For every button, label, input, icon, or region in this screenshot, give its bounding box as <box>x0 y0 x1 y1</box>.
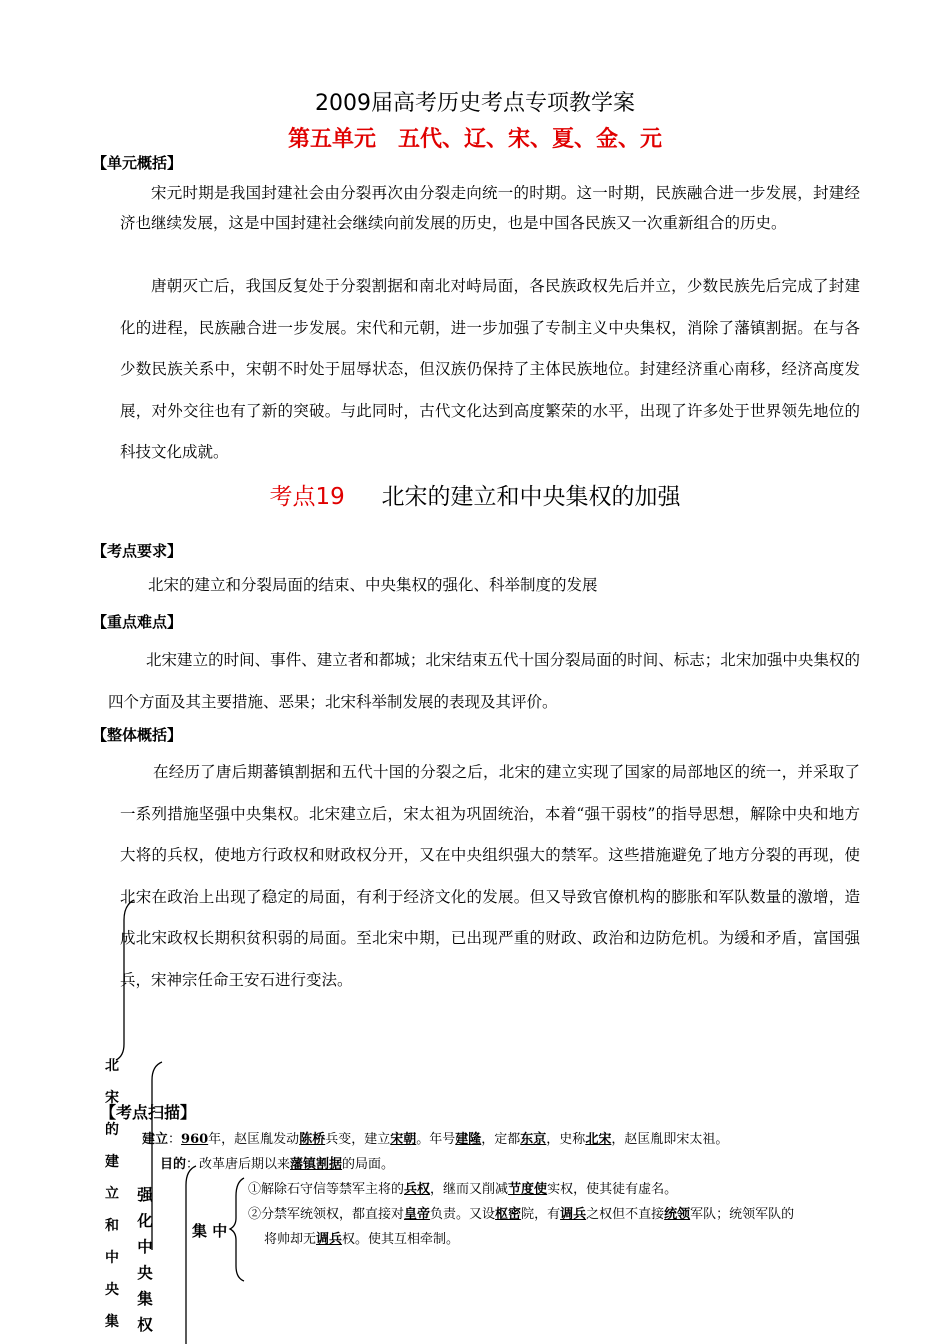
key-term: 宋朝 <box>390 1132 417 1147</box>
vertical-label-strengthen <box>135 1182 155 1338</box>
outline-measure-1 <box>248 1178 677 1197</box>
key-points-text: 北宋建立的时间、事件、建立者和都城；北宋结束五代十国分裂局面的时间、标志；北宋加强中央集权的四个方面及其主要措施、恶果；北宋科举制发展的表现及其评价。 <box>108 651 860 711</box>
outline-purpose <box>160 1153 394 1172</box>
term: 目的 <box>160 1157 187 1172</box>
text: 兵变，建立 <box>325 1132 391 1147</box>
vchar: 宋 <box>105 1090 119 1106</box>
text: 院，有 <box>521 1207 561 1222</box>
vchar: 央 <box>137 1264 153 1282</box>
key-term: 皇帝 <box>404 1207 431 1222</box>
key-term: 建隆 <box>455 1132 482 1147</box>
vchar: 央 <box>105 1282 119 1298</box>
vchar: 的 <box>105 1122 119 1138</box>
vchar: 北 <box>105 1058 119 1074</box>
vchar: 中 <box>105 1250 119 1266</box>
vertical-label-northern-song <box>102 1050 122 1338</box>
requirement-label: 【考点要求】 <box>92 542 183 560</box>
overview-text-1: 宋元时期是我国封建社会由分裂再次由分裂走向统一的时期。这一时期，民族融合进一步发展，封建经济也继续发展，这是中国封建社会继续向前发展的历史，也是中国各民族又一次重新组合的历史。 <box>120 184 860 232</box>
text: ，赵匡胤即宋太祖。 <box>611 1132 729 1147</box>
text: ： <box>168 1132 182 1147</box>
key-term: 调兵 <box>316 1232 343 1247</box>
overview-text-2: 唐朝灭亡后，我国反复处于分裂割据和南北对峙局面，各民族政权先后并立，少数民族先后完成了封建化的进程，民族融合进一步发展。宋代和元朝，进一步加强了专制主义中央集权，消除了藩镇割据。在与各少数民族关系中，宋朝不时处于屈辱状态，但汉族仍保持了主体民族地位。封建经济重心南移，经济高度发展，对外交往也有了新的突破。与此同时，古代文化达到高度繁荣的水平，出现了许多处于世界领先地位的科技文化成就。 <box>120 277 860 461</box>
text: ①解除石守信等禁军主将的 <box>248 1182 405 1197</box>
vchar: 立 <box>105 1186 119 1202</box>
vchar: 强 <box>137 1186 153 1204</box>
key-term: 节度使 <box>508 1182 548 1197</box>
vchar: 集 <box>105 1314 119 1330</box>
key-term: 东京 <box>520 1132 547 1147</box>
key-term: 调兵 <box>560 1207 587 1222</box>
text: 的局面。 <box>342 1157 395 1172</box>
vchar: 建 <box>105 1154 119 1170</box>
requirement-text: 北宋的建立和分裂局面的结束、中央集权的强化、科举制度的发展 <box>148 576 598 594</box>
text: 实权，使其徒有虚名。 <box>547 1182 678 1197</box>
text: 负责。又设 <box>430 1207 496 1222</box>
text: ，定都 <box>481 1132 521 1147</box>
text: 权。使其互相牵制。 <box>342 1232 460 1247</box>
text: ，史称 <box>546 1132 586 1147</box>
outline-measure-2-cont <box>264 1228 459 1247</box>
key-term: 960 <box>181 1132 209 1147</box>
text: 之权但不直接 <box>586 1207 665 1222</box>
text: ，继而又削减 <box>430 1182 509 1197</box>
vchar: 化 <box>137 1212 153 1230</box>
text: 。年号 <box>416 1132 456 1147</box>
key-term: 统领 <box>664 1207 691 1222</box>
overview-label: 【单元概括】 <box>92 154 183 172</box>
term: 建立 <box>142 1132 169 1147</box>
key-points-label: 【重点难点】 <box>92 613 183 631</box>
vchar: 和 <box>105 1218 119 1234</box>
key-term: 陈桥 <box>299 1132 326 1147</box>
key-term: 枢密 <box>495 1207 522 1222</box>
document-title: 2009届高考历史考点专项教学案 <box>315 91 635 116</box>
vchar: 集 <box>137 1290 153 1308</box>
outline-measure-2 <box>248 1203 794 1222</box>
summary-text: 在经历了唐后期蕃镇割据和五代十国的分裂之后，北宋的建立实现了国家的局部地区的统一，并采取了一系列措施坚强中央集权。北宋建立后，宋太祖为巩固统治，本着“强干弱枝”的指导思想，解除中央和地方大将的兵权，使地方行政权和财政权分开，又在中央组织强大的禁军。这些措施避免了地方分裂的再现，使北宋在政治上出现了稳定的局面，有利于经济文化的发展。但又导致官僚机构的膨胀和军队数量的激增，造成北宋政权长期积贫积弱的局面。至北宋中期，已出现严重的财政、政治和边防危机。为缓和矛盾，富国强兵，宋神宗任命王安石进行变法。 <box>120 763 860 989</box>
outline-founding <box>142 1128 728 1147</box>
key-term: 北宋 <box>585 1132 612 1147</box>
vchar: 中 <box>137 1238 153 1256</box>
kaodian-number: 考点19 <box>269 484 345 510</box>
text: ：改革唐后期以来 <box>186 1157 291 1172</box>
text: 军队；统领军队的 <box>690 1207 795 1222</box>
text: 将帅却无 <box>264 1232 317 1247</box>
jizhong-label: 集 中 <box>192 1222 228 1240</box>
summary-label: 【整体概括】 <box>92 726 183 744</box>
kaodian-title: 北宋的建立和中央集权的加强 <box>381 484 681 510</box>
scan-label: 【考点扫描】 <box>100 1103 197 1122</box>
vchar: 权 <box>137 1316 153 1334</box>
text: ②分禁军统领权，都直接对 <box>248 1207 405 1222</box>
text: 年，赵匡胤发动 <box>208 1132 300 1147</box>
key-term: 藩镇割据 <box>290 1157 343 1172</box>
unit-title: 第五单元 五代、辽、宋、夏、金、元 <box>287 127 662 152</box>
key-term: 兵权 <box>404 1182 431 1197</box>
